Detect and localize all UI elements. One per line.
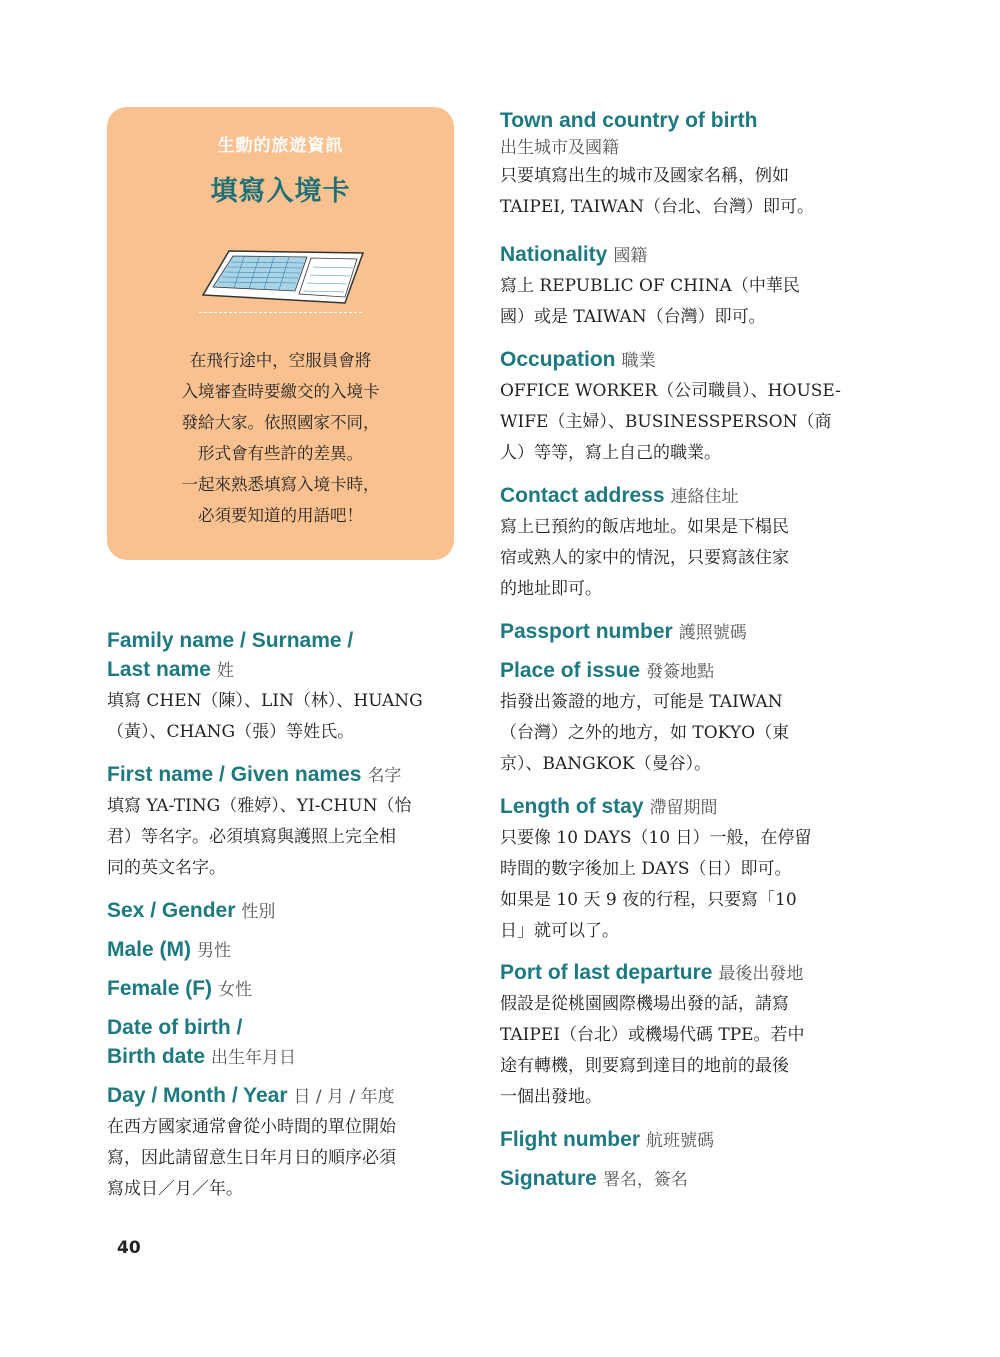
entry-contact-address (500, 481, 855, 605)
box-body (107, 345, 454, 531)
term-text: Day / Month / Year (107, 1084, 288, 1107)
desc-line: 途有轉機，則要寫到達目的地前的最後 (500, 1056, 789, 1076)
term-male (107, 935, 462, 966)
entry-female (107, 974, 462, 1005)
term-length-of-stay (500, 792, 855, 823)
desc-line: 填寫 CHEN（陳）、LIN（林）、HUANG (107, 691, 423, 711)
gloss: 性別 (241, 902, 276, 922)
entry-nationality (500, 240, 855, 333)
entry-male (107, 935, 462, 966)
entry-date-of-birth (107, 1013, 462, 1073)
box-line: 入境審查時要繳交的入境卡 (181, 382, 380, 401)
entry-place-of-issue (500, 656, 855, 780)
desc-line: 時間的數字後加上 DAYS（日）即可。 (500, 859, 792, 879)
term-sex (107, 896, 462, 927)
gloss: 航班號碼 (646, 1131, 714, 1151)
term-text: Sex / Gender (107, 899, 236, 922)
box-line: 在飛行途中，空服員會將 (189, 351, 372, 370)
term-text: Birth date (107, 1045, 206, 1068)
entry-passport-number (500, 617, 855, 648)
term-text: Length of stay (500, 795, 644, 818)
term-date-of-birth: Date of birth / (107, 1016, 243, 1039)
gloss: 護照號碼 (678, 623, 747, 643)
desc-line: 人）等等，寫上自己的職業。 (500, 443, 721, 463)
entry-sex (107, 896, 462, 927)
gloss: 出生年月日 (211, 1048, 297, 1068)
desc-line: TAIPEI, TAIWAN（台北、台灣）即可。 (500, 197, 814, 217)
term-text: Male (M) (107, 938, 191, 961)
term-first-name (107, 760, 462, 791)
term-signature (500, 1164, 855, 1195)
term-passport-number (500, 617, 855, 648)
box-kicker: 生動的旅遊資訊 (217, 136, 344, 156)
desc-line: OFFICE WORKER（公司職員）、HOUSE- (500, 381, 841, 401)
box-line: 形式會有些許的差異。 (198, 444, 363, 463)
box-divider (199, 312, 362, 313)
gloss: 署名，簽名 (602, 1170, 688, 1190)
entry-signature (500, 1164, 855, 1195)
desc-line: 日」就可以了。 (500, 921, 619, 941)
desc-line: 國）或是 TAIWAN（台灣）即可。 (500, 307, 766, 327)
desc-line: 指發出簽證的地方，可能是 TAIWAN (500, 692, 783, 712)
desc-line: （黃）、CHANG（張）等姓氏。 (107, 722, 355, 742)
entry-town-of-birth (500, 106, 855, 223)
gloss: 滯留期間 (649, 798, 718, 818)
desc-line: 同的英文名字。 (107, 858, 226, 878)
gloss: 女性 (218, 980, 253, 1000)
box-line: 發給大家。依照國家不同， (181, 413, 380, 432)
term-last-name (107, 655, 462, 686)
desc-line: 寫成日／月／年。 (107, 1179, 243, 1199)
gloss: 職業 (621, 351, 656, 371)
term-flight-number (500, 1125, 855, 1156)
term-birth-date (107, 1042, 462, 1073)
box-line: 一起來熟悉填寫入境卡時， (181, 475, 380, 494)
desc-line: 寫，因此請留意生日年月日的順序必須 (107, 1148, 396, 1168)
term-text: Port of last departure (500, 961, 713, 984)
gloss: 男性 (197, 941, 231, 961)
desc-line: WIFE（主婦）、BUSINESSPERSON（商 (500, 412, 832, 432)
desc-line: 如果是 10 天 9 夜的行程，只要寫「10 (500, 890, 797, 910)
term-text: Flight number (500, 1128, 640, 1151)
term-text: Nationality (500, 243, 608, 266)
gloss: 連絡住址 (670, 487, 739, 507)
desc-line: TAIPEI（台北）或機場代碼 TPE。若中 (500, 1025, 805, 1045)
term-occupation (500, 345, 855, 376)
box-title: 填寫入境卡 (210, 176, 351, 207)
entry-port-of-departure (500, 958, 855, 1113)
page-number: 40 (117, 1238, 141, 1258)
desc-line: 宿或熟人的家中的情況，只要寫該住家 (500, 548, 789, 568)
term-female (107, 974, 462, 1005)
entry-length-of-stay (500, 792, 855, 947)
desc-line: 寫上 REPUBLIC OF CHINA（中華民 (500, 276, 800, 296)
gloss: 發簽地點 (646, 662, 715, 682)
term-text: Passport number (500, 620, 673, 643)
desc-line: 的地址即可。 (500, 579, 602, 599)
desc-line: （台灣）之外的地方，如 TOKYO（東 (500, 723, 790, 743)
info-box (107, 107, 454, 560)
term-day-month-year (107, 1081, 462, 1112)
gloss: 最後出發地 (718, 964, 804, 984)
term-text: Contact address (500, 484, 665, 507)
gloss: 出生城市及國籍 (500, 138, 619, 158)
term-town-of-birth: Town and country of birth (500, 109, 758, 132)
gloss: 國籍 (613, 246, 648, 266)
entry-first-name (107, 760, 462, 884)
entry-day-month-year (107, 1081, 462, 1205)
desc-line: 只要像 10 DAYS（10 日）一般，在停留 (500, 828, 812, 848)
desc-line: 只要填寫出生的城市及國家名稱，例如 (500, 166, 789, 186)
entry-occupation (500, 345, 855, 469)
term-contact-address (500, 481, 855, 512)
desc-line: 在西方國家通常會從小時間的單位開始 (107, 1117, 396, 1137)
gloss: 日 / 月 / 年度 (293, 1087, 395, 1107)
term-port-of-departure (500, 958, 855, 989)
gloss: 名字 (367, 766, 402, 786)
desc-line: 假設是從桃園國際機場出發的話，請寫 (500, 994, 789, 1014)
desc-line: 填寫 YA-TING（雅婷）、YI-CHUN（怡 (107, 796, 412, 816)
term-text: First name / Given names (107, 763, 362, 786)
term-text: Female (F) (107, 977, 213, 1000)
box-line: 必須要知道的用語吧！ (198, 506, 363, 525)
entry-flight-number (500, 1125, 855, 1156)
desc-line: 寫上已預約的飯店地址。如果是下榻民 (500, 517, 789, 537)
term-family-name: Family name / Surname / (107, 629, 354, 652)
arrival-card-icon (199, 247, 364, 307)
term-text: Occupation (500, 348, 616, 371)
desc-line: 一個出發地。 (500, 1087, 602, 1107)
desc-line: 君）等名字。必須填寫與護照上完全相 (107, 827, 396, 847)
term-text: Last name (107, 658, 211, 681)
term-text: Place of issue (500, 659, 641, 682)
desc-line: 京）、BANGKOK（曼谷）。 (500, 754, 712, 774)
term-text: Signature (500, 1167, 597, 1190)
gloss: 姓 (216, 661, 234, 681)
term-place-of-issue (500, 656, 855, 687)
term-nationality (500, 240, 855, 271)
entry-family-name (107, 626, 462, 748)
